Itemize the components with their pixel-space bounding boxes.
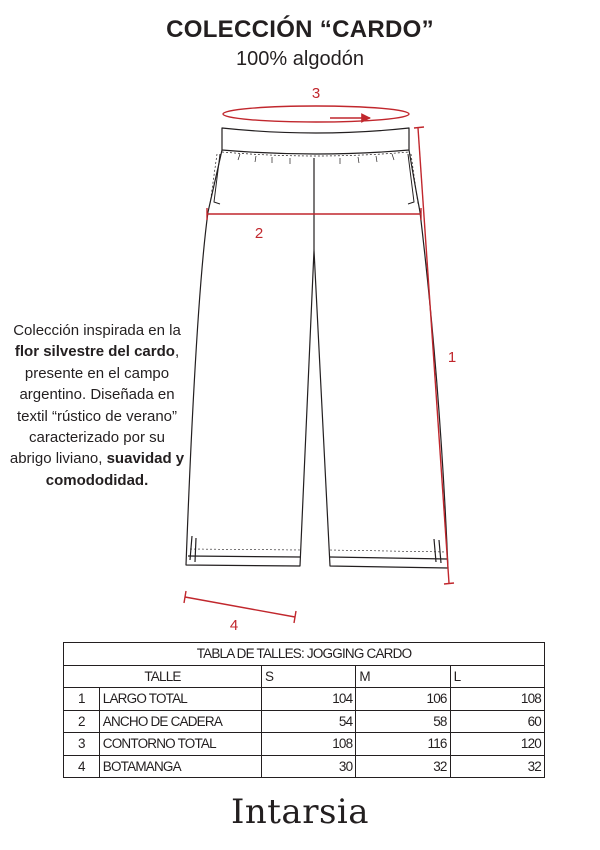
description-text-1: Colección inspirada en la [13, 322, 181, 339]
description-bold-2: suavidad y comododidad. [45, 450, 185, 489]
table-row [64, 755, 545, 778]
header-talle: TALLE [64, 665, 262, 688]
table-row [64, 710, 545, 733]
dimension-3-label: 3 [311, 85, 321, 102]
value-m: 106 [356, 688, 450, 711]
dimension-4-botamanga [184, 591, 296, 623]
value-s: 104 [261, 688, 355, 711]
value-m: 116 [356, 733, 450, 756]
value-l: 32 [450, 755, 544, 778]
description-text-2: , presente en el campo argentino. Diseñada en textil “rústico de verano” caracterizado por su abrigo liviano, [9, 343, 180, 468]
measurement-name: LARGO TOTAL [99, 688, 261, 711]
description-bold-1: flor silvestre del cardo [14, 343, 175, 361]
row-index: 3 [64, 733, 100, 756]
table-row [64, 733, 545, 756]
value-l: 60 [450, 710, 544, 733]
measurement-name: ANCHO DE CADERA [99, 710, 261, 733]
value-s: 30 [261, 755, 355, 778]
size-table-header-row [64, 665, 545, 688]
row-index: 4 [64, 755, 100, 778]
size-table-caption: TABLA DE TALLES: JOGGING CARDO [64, 643, 545, 666]
size-table [63, 642, 545, 778]
measurement-name: BOTAMANGA [99, 755, 261, 778]
dimension-2-label: 2 [254, 225, 264, 242]
header-size-s: S [261, 665, 355, 688]
value-m: 58 [356, 710, 450, 733]
collection-title: COLECCIÓN “CARDO” [166, 16, 434, 43]
fabric-subtitle: 100% algodón [236, 48, 364, 70]
value-l: 120 [450, 733, 544, 756]
value-l: 108 [450, 688, 544, 711]
table-row [64, 688, 545, 711]
dimension-3-contorno [223, 106, 409, 122]
value-s: 108 [261, 733, 355, 756]
row-index: 2 [64, 710, 100, 733]
row-index: 1 [64, 688, 100, 711]
dimension-1-label: 1 [447, 349, 457, 366]
measurement-name: CONTORNO TOTAL [99, 733, 261, 756]
pants-outline [186, 128, 448, 568]
collection-description [8, 320, 186, 491]
brand-logo: Intarsia [230, 792, 370, 832]
value-m: 32 [356, 755, 450, 778]
value-s: 54 [261, 710, 355, 733]
header-size-l: L [450, 665, 544, 688]
header-size-m: M [356, 665, 450, 688]
size-table-caption-row [64, 643, 545, 666]
dimension-4-label: 4 [229, 617, 239, 634]
